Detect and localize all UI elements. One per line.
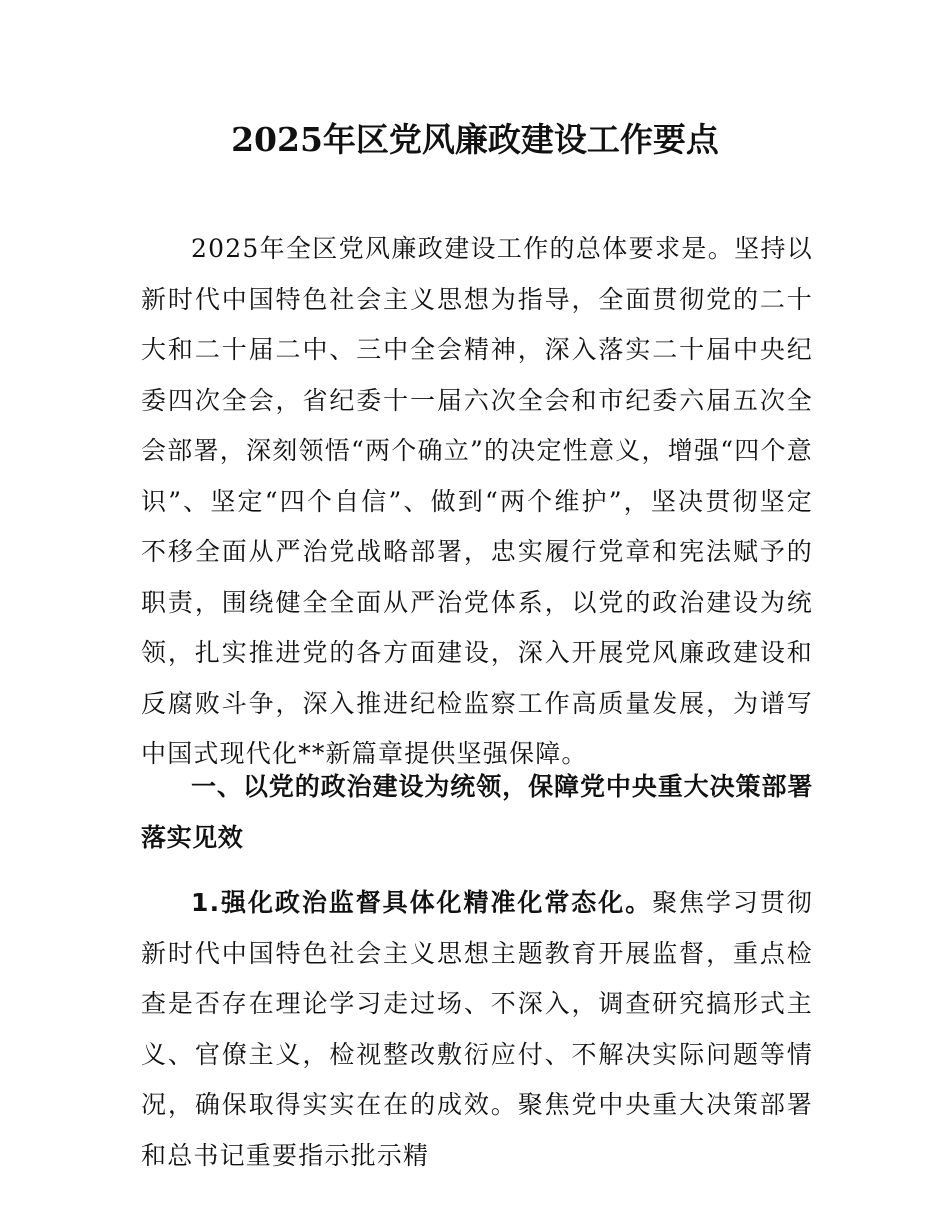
section-heading: 一、以党的政治建设为统领，保障党中央重大决策部署落实见效 [141, 772, 813, 852]
item-paragraph [141, 878, 813, 1181]
item-lead-text: 1.强化政治监督具体化精准化常态化。 [191, 888, 653, 917]
item-body-text: 聚焦学习贯彻新时代中国特色社会主义思想主题教育开展监督，重点检查是否存在理论学习走过场、不深入，调查研究搞形式主义、官僚主义，检视整改敷衍应付、不解决实际问题等情况，确保取得实实在在的成效。聚焦党中央重大决策部署和总书记重要指示批示精 [141, 888, 813, 1170]
document-title: 2025年区党风廉政建设工作要点 [231, 120, 719, 159]
intro-paragraph: 2025年全区党风廉政建设工作的总体要求是。坚持以新时代中国特色社会主义思想为指导，全面贯彻党的二十大和二十届二中、三中全会精神，深入落实二十届中央纪委四次全会，省纪委十一届六次全会和市纪委六届五次全会部署，深刻领悟“两个确立”的决定性意义，增强“四个意识”、坚定“四个自信”、做到“两个维护”，坚决贯彻坚定不移全面从严治党战略部署，忠实履行党章和宪法赋予的职责，围绕健全全面从严治党体系，以党的政治建设为统领，扎实推进党的各方面建设，深入开展党风廉政建设和反腐败斗争，深入推进纪检监察工作高质量发展，为谱写中国式现代化**新篇章提供坚强保障。 [141, 234, 813, 768]
